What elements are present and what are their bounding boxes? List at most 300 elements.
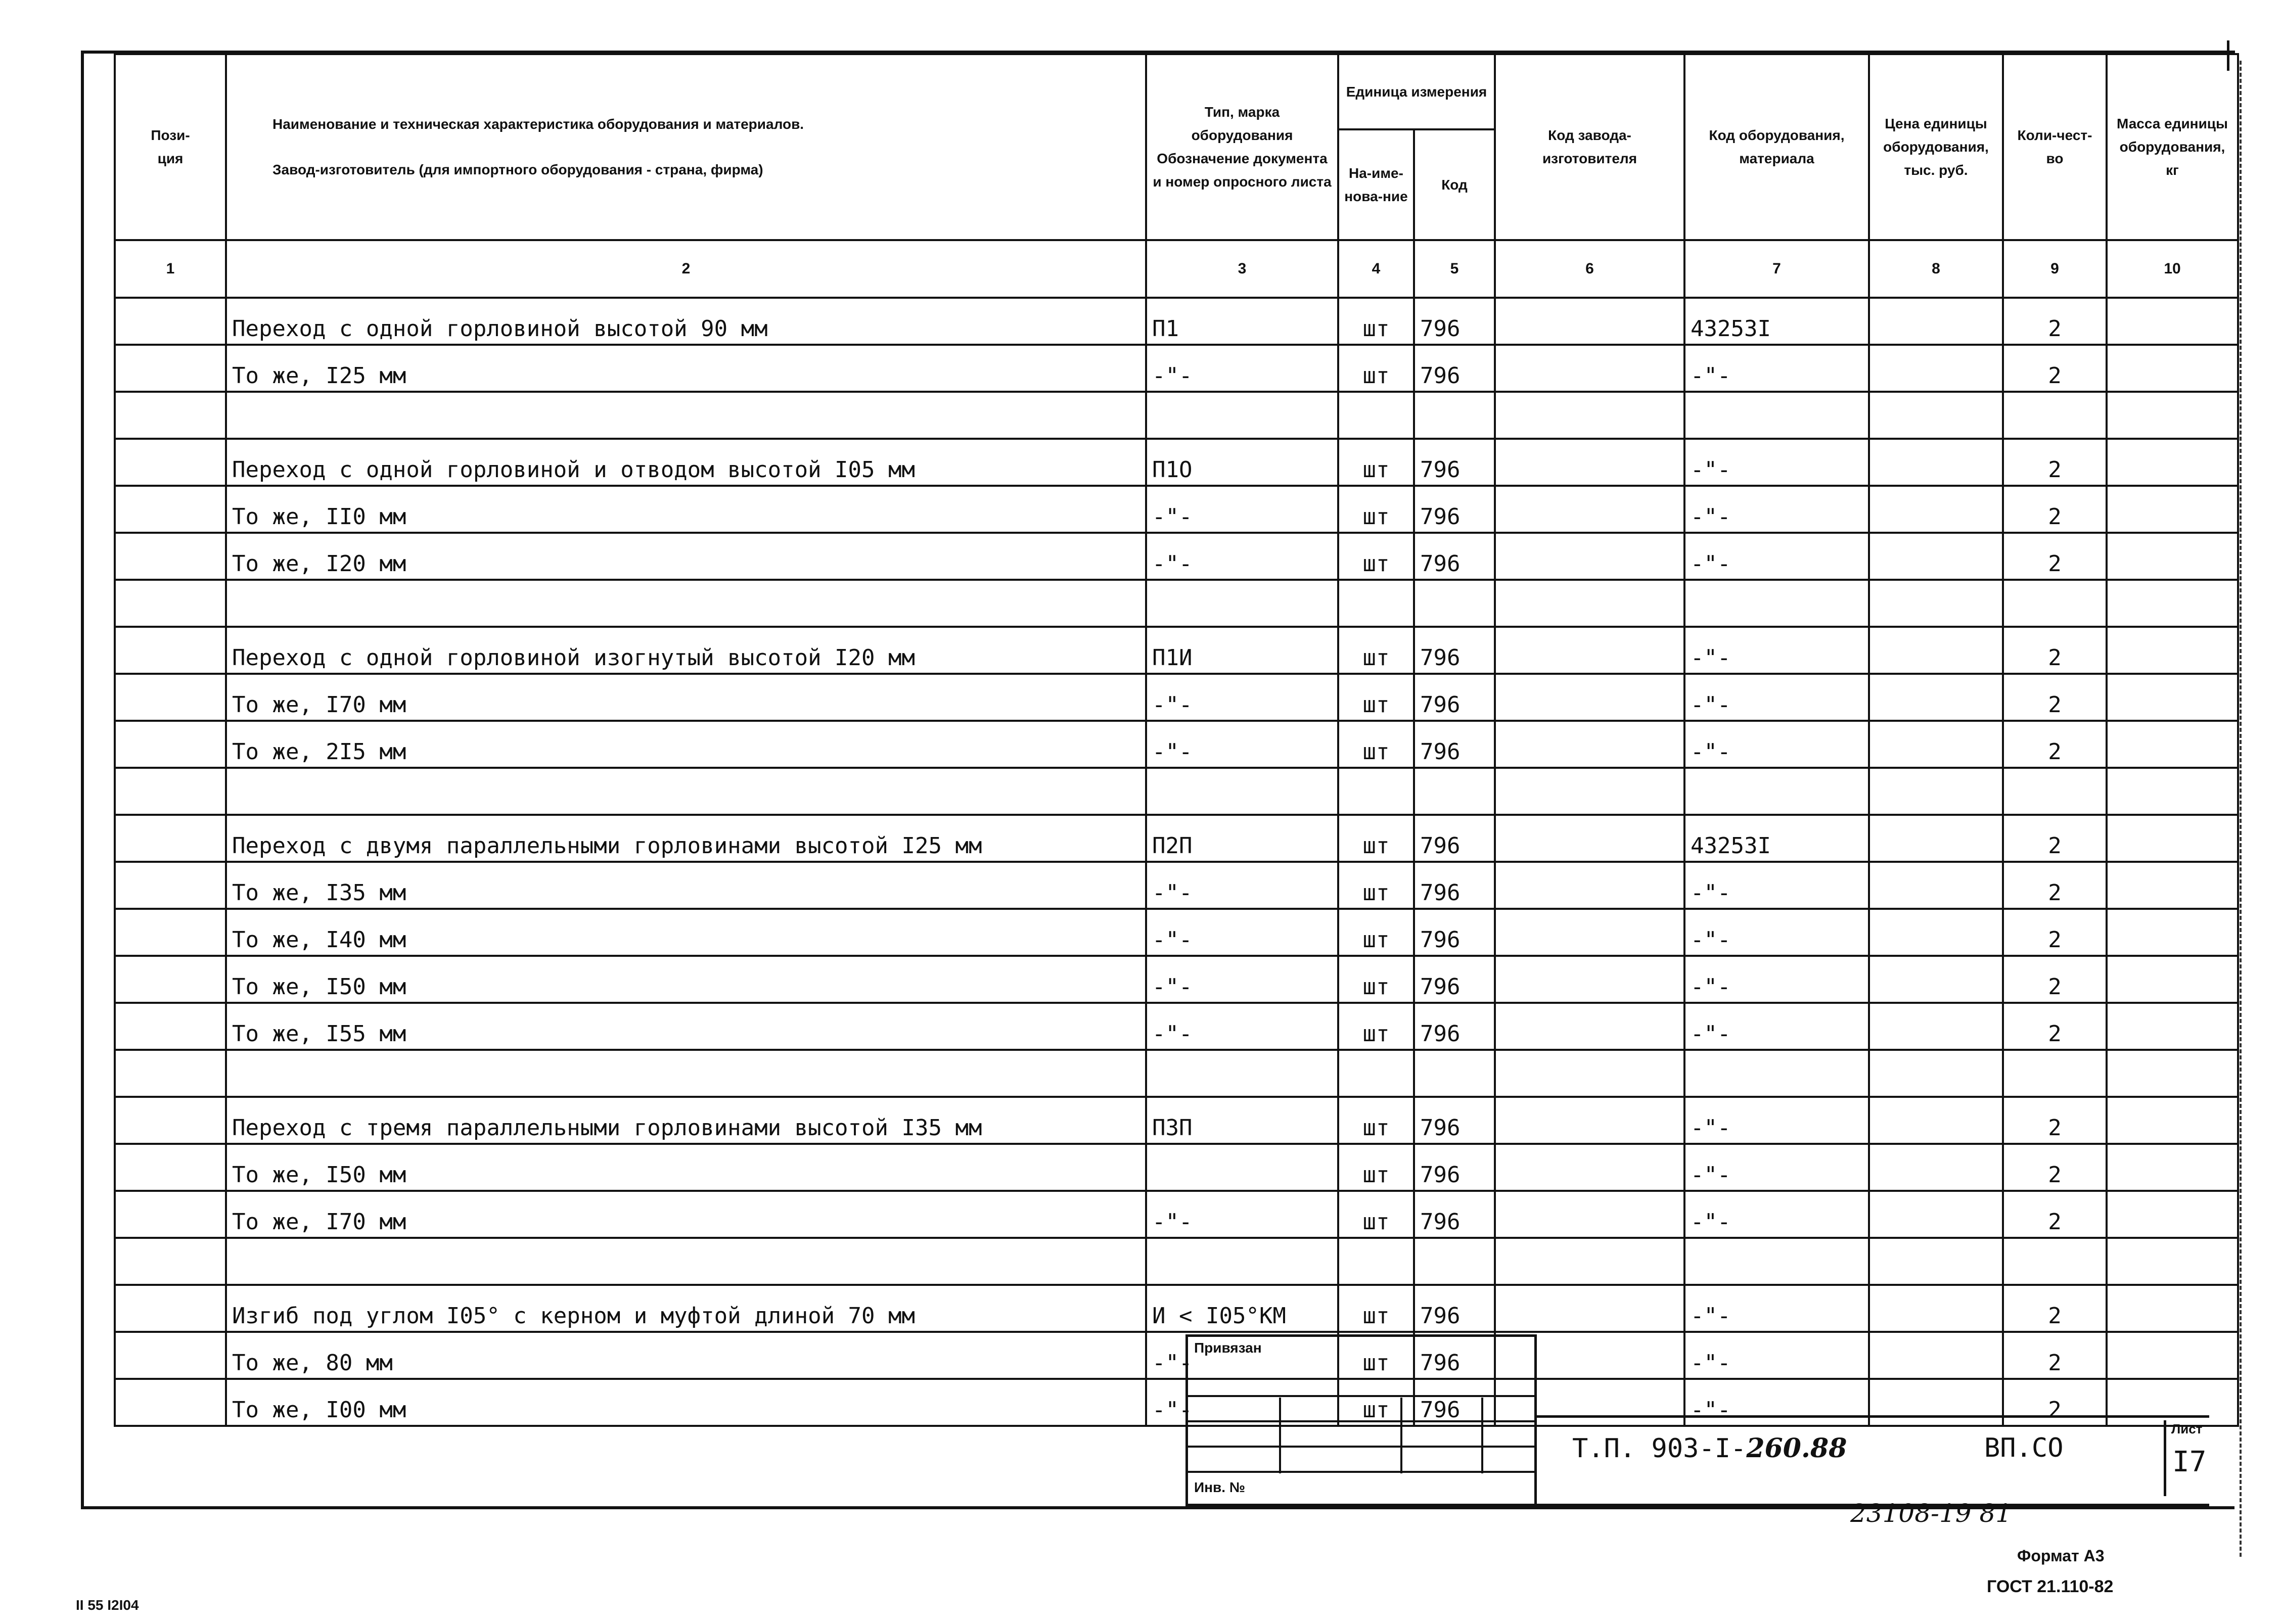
type-mark-cell: -"-: [1146, 909, 1338, 956]
mass-cell: [2107, 1238, 2238, 1285]
quantity-cell: 2: [2003, 815, 2107, 862]
unit-name-cell: шт: [1338, 674, 1414, 721]
factory-code-cell: [1495, 533, 1684, 580]
item-name-cell: Переход с тремя параллельными горловинами высотой I35 мм: [226, 1097, 1146, 1144]
position-cell: [115, 956, 226, 1003]
position-cell: [115, 1003, 226, 1050]
document-code-printed: Т.П. 903-I-: [1572, 1433, 1747, 1464]
inventory-number: 23108-19 81: [1850, 1499, 2012, 1528]
factory-code-cell: [1495, 768, 1684, 815]
type-mark-cell: П1: [1146, 298, 1338, 345]
type-mark-cell: -"-: [1146, 1191, 1338, 1238]
item-name-cell: То же, I70 мм: [226, 1191, 1146, 1238]
header-quantity: Коли-чест-во: [2003, 54, 2107, 240]
inventory-label: Инв. №: [1194, 1479, 1246, 1495]
quantity-cell: 2: [2003, 1285, 2107, 1332]
position-cell: [115, 1285, 226, 1332]
unit-code-cell: 796: [1414, 533, 1495, 580]
price-cell: [1869, 1238, 2003, 1285]
factory-code-cell: [1495, 627, 1684, 674]
equipment-code-cell: -"-: [1684, 486, 1869, 533]
table-row: [115, 909, 2238, 956]
type-mark-cell: [1146, 1238, 1338, 1285]
table-row: [115, 1191, 2238, 1238]
type-mark-cell: -"-: [1146, 1003, 1338, 1050]
unit-name-cell: [1338, 580, 1414, 627]
quantity-cell: [2003, 580, 2107, 627]
specification-table: [114, 53, 2239, 1427]
factory-code-cell: [1495, 1191, 1684, 1238]
price-cell: [1869, 674, 2003, 721]
unit-name-cell: [1338, 1238, 1414, 1285]
quantity-cell: 2: [2003, 1097, 2107, 1144]
factory-code-cell: [1495, 1238, 1684, 1285]
table-row: [115, 627, 2238, 674]
item-name-cell: То же, I00 мм: [226, 1379, 1146, 1426]
equipment-code-cell: -"-: [1684, 627, 1869, 674]
position-cell: [115, 1050, 226, 1097]
table-row: [115, 768, 2238, 815]
equipment-code-cell: -"-: [1684, 1097, 1869, 1144]
position-cell: [115, 298, 226, 345]
mass-cell: [2107, 533, 2238, 580]
quantity-cell: [2003, 1238, 2107, 1285]
item-name-cell: Переход с одной горловиной и отводом высотой I05 мм: [226, 439, 1146, 486]
unit-name-cell: шт: [1338, 1285, 1414, 1332]
table-row: [115, 486, 2238, 533]
unit-code-cell: 796: [1414, 486, 1495, 533]
item-name-cell: Переход с одной горловиной высотой 90 мм: [226, 298, 1146, 345]
table-row: [115, 956, 2238, 1003]
sheet-label: Лист: [2171, 1421, 2203, 1436]
header-factory-code: Код завода-изготовителя: [1495, 54, 1684, 240]
type-mark-cell: -"-: [1146, 345, 1338, 392]
unit-name-cell: шт: [1338, 956, 1414, 1003]
price-cell: [1869, 1332, 2003, 1379]
position-cell: [115, 1379, 226, 1426]
type-mark-cell: [1146, 768, 1338, 815]
table-row: [115, 1332, 2238, 1379]
mass-cell: [2107, 1003, 2238, 1050]
unit-name-cell: [1338, 768, 1414, 815]
table-row: [115, 392, 2238, 439]
header-price: Цена единицы оборудования, тыс. руб.: [1869, 54, 2003, 240]
factory-code-cell: [1495, 1285, 1684, 1332]
item-name-cell: Изгиб под углом I05° с керном и муфтой длиной 70 мм: [226, 1285, 1146, 1332]
document-mark: ВП.СО: [1984, 1433, 2064, 1463]
item-name-cell: То же, I20 мм: [226, 533, 1146, 580]
position-cell: [115, 768, 226, 815]
sheet-number-box: [2164, 1420, 2214, 1496]
quantity-cell: 2: [2003, 627, 2107, 674]
header-name-line2: Завод-изготовитель (для импортного оборудования - страна, фирма): [272, 162, 763, 177]
table-row: [115, 1144, 2238, 1191]
mass-cell: [2107, 768, 2238, 815]
item-name-cell: То же, II0 мм: [226, 486, 1146, 533]
item-name-cell: [226, 1238, 1146, 1285]
price-cell: [1869, 862, 2003, 909]
mass-cell: [2107, 815, 2238, 862]
position-cell: [115, 909, 226, 956]
quantity-cell: 2: [2003, 298, 2107, 345]
unit-code-cell: 796: [1414, 1332, 1495, 1379]
equipment-code-cell: -"-: [1684, 721, 1869, 768]
unit-code-cell: 796: [1414, 909, 1495, 956]
header-type: Тип, марка оборудования Обозначение документа и номер опросного листа: [1146, 54, 1338, 240]
item-name-cell: [226, 768, 1146, 815]
unit-name-cell: шт: [1338, 345, 1414, 392]
equipment-code-cell: 43253I: [1684, 298, 1869, 345]
type-mark-cell: П2П: [1146, 815, 1338, 862]
position-cell: [115, 721, 226, 768]
mass-cell: [2107, 345, 2238, 392]
column-number: 10: [2107, 240, 2238, 298]
mass-cell: [2107, 721, 2238, 768]
position-cell: [115, 1144, 226, 1191]
quantity-cell: 2: [2003, 345, 2107, 392]
price-cell: [1869, 439, 2003, 486]
mass-cell: [2107, 298, 2238, 345]
item-name-cell: [226, 1050, 1146, 1097]
unit-name-cell: шт: [1338, 1332, 1414, 1379]
stamp-line: [1400, 1398, 1402, 1473]
quantity-cell: 2: [2003, 674, 2107, 721]
unit-code-cell: [1414, 768, 1495, 815]
table-row: [115, 1097, 2238, 1144]
table-row: [115, 439, 2238, 486]
factory-code-cell: [1495, 345, 1684, 392]
document-code-handwritten: 260.88: [1746, 1433, 1847, 1464]
mass-cell: [2107, 1191, 2238, 1238]
table-row: [115, 815, 2238, 862]
quantity-cell: 2: [2003, 956, 2107, 1003]
type-mark-cell: И < I05°КМ: [1146, 1285, 1338, 1332]
factory-code-cell: [1495, 439, 1684, 486]
unit-code-cell: 796: [1414, 1191, 1495, 1238]
unit-name-cell: шт: [1338, 1379, 1414, 1426]
type-mark-cell: -"-: [1146, 956, 1338, 1003]
header-name: [226, 54, 1146, 240]
position-cell: [115, 439, 226, 486]
type-mark-cell: -"-: [1146, 862, 1338, 909]
stamp-line: [1481, 1398, 1483, 1473]
quantity-cell: [2003, 768, 2107, 815]
format-label: Формат А3: [2017, 1547, 2105, 1565]
mass-cell: [2107, 580, 2238, 627]
type-mark-cell: -"-: [1146, 486, 1338, 533]
table-row: [115, 345, 2238, 392]
type-mark-cell: -"-: [1146, 1379, 1338, 1426]
equipment-code-cell: [1684, 1238, 1869, 1285]
price-cell: [1869, 956, 2003, 1003]
mass-cell: [2107, 909, 2238, 956]
price-cell: [1869, 298, 2003, 345]
item-name-cell: То же, 80 мм: [226, 1332, 1146, 1379]
type-mark-cell: [1146, 580, 1338, 627]
price-cell: [1869, 1097, 2003, 1144]
unit-code-cell: 796: [1414, 627, 1495, 674]
table-row: [115, 1285, 2238, 1332]
header-mass: Масса единицы оборудования, кг: [2107, 54, 2238, 240]
unit-name-cell: шт: [1338, 1003, 1414, 1050]
position-cell: [115, 1191, 226, 1238]
column-number-row: [115, 240, 2238, 298]
item-name-cell: [226, 580, 1146, 627]
unit-code-cell: 796: [1414, 1003, 1495, 1050]
type-mark-cell: П1И: [1146, 627, 1338, 674]
item-name-cell: То же, I55 мм: [226, 1003, 1146, 1050]
mass-cell: [2107, 1050, 2238, 1097]
table-row: [115, 1050, 2238, 1097]
price-cell: [1869, 486, 2003, 533]
unit-name-cell: шт: [1338, 909, 1414, 956]
item-name-cell: [226, 392, 1146, 439]
quantity-cell: 2: [2003, 721, 2107, 768]
unit-name-cell: шт: [1338, 862, 1414, 909]
table-row: [115, 674, 2238, 721]
mass-cell: [2107, 862, 2238, 909]
unit-name-cell: [1338, 1050, 1414, 1097]
unit-code-cell: 796: [1414, 1379, 1495, 1426]
factory-code-cell: [1495, 580, 1684, 627]
mass-cell: [2107, 486, 2238, 533]
unit-code-cell: 796: [1414, 345, 1495, 392]
unit-name-cell: шт: [1338, 1191, 1414, 1238]
binding-stamp: [1185, 1334, 1537, 1506]
table-row: [115, 721, 2238, 768]
unit-code-cell: 796: [1414, 1097, 1495, 1144]
equipment-code-cell: -"-: [1684, 674, 1869, 721]
price-cell: [1869, 909, 2003, 956]
unit-name-cell: шт: [1338, 486, 1414, 533]
quantity-cell: 2: [2003, 862, 2107, 909]
mass-cell: [2107, 1144, 2238, 1191]
quantity-cell: 2: [2003, 1191, 2107, 1238]
factory-code-cell: [1495, 486, 1684, 533]
table-row: [115, 1238, 2238, 1285]
unit-code-cell: 796: [1414, 956, 1495, 1003]
factory-code-cell: [1495, 1097, 1684, 1144]
stamp-line: [1188, 1395, 1534, 1397]
price-cell: [1869, 580, 2003, 627]
unit-code-cell: 796: [1414, 1144, 1495, 1191]
factory-code-cell: [1495, 862, 1684, 909]
factory-code-cell: [1495, 909, 1684, 956]
equipment-code-cell: -"-: [1684, 1144, 1869, 1191]
position-cell: [115, 674, 226, 721]
factory-code-cell: [1495, 956, 1684, 1003]
table-row: [115, 1003, 2238, 1050]
column-number: 8: [1869, 240, 2003, 298]
mass-cell: [2107, 956, 2238, 1003]
header-unit-group: Единица измерения: [1338, 54, 1495, 129]
unit-name-cell: шт: [1338, 1097, 1414, 1144]
header-position: Пози- ция: [115, 54, 226, 240]
price-cell: [1869, 1050, 2003, 1097]
table-row: [115, 862, 2238, 909]
quantity-cell: 2: [2003, 439, 2107, 486]
type-mark-cell: П1О: [1146, 439, 1338, 486]
quantity-cell: [2003, 1050, 2107, 1097]
stamp-line: [1279, 1398, 1281, 1473]
position-cell: [115, 1238, 226, 1285]
unit-code-cell: 796: [1414, 674, 1495, 721]
type-mark-cell: -"-: [1146, 721, 1338, 768]
bound-label: Привязан: [1194, 1340, 1262, 1356]
gost-label: ГОСТ 21.110-82: [1987, 1577, 2114, 1596]
mass-cell: [2107, 1285, 2238, 1332]
equipment-code-cell: -"-: [1684, 345, 1869, 392]
quantity-cell: [2003, 392, 2107, 439]
item-name-cell: То же, I40 мм: [226, 909, 1146, 956]
price-cell: [1869, 345, 2003, 392]
header-name-line1: Наименование и техническая характеристика оборудования и материалов.: [272, 116, 804, 132]
item-name-cell: То же, I35 мм: [226, 862, 1146, 909]
unit-code-cell: 796: [1414, 721, 1495, 768]
unit-name-cell: шт: [1338, 439, 1414, 486]
unit-code-cell: 796: [1414, 1285, 1495, 1332]
price-cell: [1869, 1144, 2003, 1191]
column-number: 5: [1414, 240, 1495, 298]
quantity-cell: 2: [2003, 1379, 2107, 1426]
mass-cell: [2107, 1097, 2238, 1144]
factory-code-cell: [1495, 815, 1684, 862]
quantity-cell: 2: [2003, 909, 2107, 956]
table-body: [115, 298, 2238, 1426]
equipment-code-cell: [1684, 1050, 1869, 1097]
price-cell: [1869, 392, 2003, 439]
factory-code-cell: [1495, 1050, 1684, 1097]
unit-code-cell: [1414, 580, 1495, 627]
mass-cell: [2107, 627, 2238, 674]
equipment-code-cell: -"-: [1684, 956, 1869, 1003]
header-unit-name: На-име-нова-ние: [1338, 129, 1414, 240]
unit-code-cell: [1414, 1238, 1495, 1285]
mass-cell: [2107, 674, 2238, 721]
column-number: 1: [115, 240, 226, 298]
item-name-cell: То же, I70 мм: [226, 674, 1146, 721]
quantity-cell: 2: [2003, 486, 2107, 533]
column-number: 6: [1495, 240, 1684, 298]
price-cell: [1869, 533, 2003, 580]
unit-code-cell: [1414, 1050, 1495, 1097]
header-unit-code: Код: [1414, 129, 1495, 240]
unit-code-cell: 796: [1414, 298, 1495, 345]
item-name-cell: Переход с одной горловиной изогнутый высотой I20 мм: [226, 627, 1146, 674]
equipment-code-cell: [1684, 392, 1869, 439]
position-cell: [115, 486, 226, 533]
unit-name-cell: шт: [1338, 533, 1414, 580]
table-row: [115, 533, 2238, 580]
unit-name-cell: шт: [1338, 1144, 1414, 1191]
unit-code-cell: [1414, 392, 1495, 439]
equipment-code-cell: -"-: [1684, 862, 1869, 909]
equipment-code-cell: -"-: [1684, 1332, 1869, 1379]
equipment-code-cell: -"-: [1684, 909, 1869, 956]
unit-name-cell: [1338, 392, 1414, 439]
column-number: 4: [1338, 240, 1414, 298]
column-number: 2: [226, 240, 1146, 298]
price-cell: [1869, 721, 2003, 768]
corner-code: II 55 I2I04: [76, 1597, 139, 1613]
unit-name-cell: шт: [1338, 627, 1414, 674]
factory-code-cell: [1495, 721, 1684, 768]
position-cell: [115, 1097, 226, 1144]
column-number: 3: [1146, 240, 1338, 298]
position-cell: [115, 627, 226, 674]
item-name-cell: То же, I50 мм: [226, 1144, 1146, 1191]
factory-code-cell: [1495, 1003, 1684, 1050]
position-cell: [115, 1332, 226, 1379]
equipment-code-cell: -"-: [1684, 533, 1869, 580]
document-code: [1572, 1433, 1847, 1464]
factory-code-cell: [1495, 674, 1684, 721]
price-cell: [1869, 815, 2003, 862]
factory-code-cell: [1495, 1144, 1684, 1191]
position-cell: [115, 345, 226, 392]
header-equipment-code: Код оборудования, материала: [1684, 54, 1869, 240]
quantity-cell: 2: [2003, 1144, 2107, 1191]
price-cell: [1869, 627, 2003, 674]
price-cell: [1869, 1003, 2003, 1050]
item-name-cell: То же, I25 мм: [226, 345, 1146, 392]
item-name-cell: То же, 2I5 мм: [226, 721, 1146, 768]
item-name-cell: Переход с двумя параллельными горловинами высотой I25 мм: [226, 815, 1146, 862]
unit-name-cell: шт: [1338, 721, 1414, 768]
unit-code-cell: 796: [1414, 815, 1495, 862]
type-mark-cell: [1146, 1144, 1338, 1191]
mass-cell: [2107, 439, 2238, 486]
position-cell: [115, 580, 226, 627]
equipment-code-cell: [1684, 768, 1869, 815]
equipment-code-cell: -"-: [1684, 1003, 1869, 1050]
position-cell: [115, 862, 226, 909]
type-mark-cell: -"-: [1146, 1332, 1338, 1379]
unit-name-cell: шт: [1338, 815, 1414, 862]
mass-cell: [2107, 1332, 2238, 1379]
equipment-code-cell: -"-: [1684, 439, 1869, 486]
item-name-cell: То же, I50 мм: [226, 956, 1146, 1003]
position-cell: [115, 392, 226, 439]
unit-code-cell: 796: [1414, 439, 1495, 486]
quantity-cell: 2: [2003, 1332, 2107, 1379]
factory-code-cell: [1495, 298, 1684, 345]
unit-code-cell: 796: [1414, 862, 1495, 909]
price-cell: [1869, 1285, 2003, 1332]
quantity-cell: 2: [2003, 533, 2107, 580]
type-mark-cell: П3П: [1146, 1097, 1338, 1144]
factory-code-cell: [1495, 392, 1684, 439]
column-number: 7: [1684, 240, 1869, 298]
price-cell: [1869, 768, 2003, 815]
equipment-code-cell: -"-: [1684, 1191, 1869, 1238]
equipment-code-cell: -"-: [1684, 1285, 1869, 1332]
sheet-number: I7: [2172, 1446, 2207, 1478]
position-cell: [115, 533, 226, 580]
table-row: [115, 580, 2238, 627]
type-mark-cell: -"-: [1146, 533, 1338, 580]
position-cell: [115, 815, 226, 862]
quantity-cell: 2: [2003, 1003, 2107, 1050]
type-mark-cell: [1146, 392, 1338, 439]
equipment-code-cell: 43253I: [1684, 815, 1869, 862]
type-mark-cell: [1146, 1050, 1338, 1097]
unit-name-cell: шт: [1338, 298, 1414, 345]
mass-cell: [2107, 392, 2238, 439]
equipment-code-cell: [1684, 580, 1869, 627]
column-number: 9: [2003, 240, 2107, 298]
table-row: [115, 298, 2238, 345]
